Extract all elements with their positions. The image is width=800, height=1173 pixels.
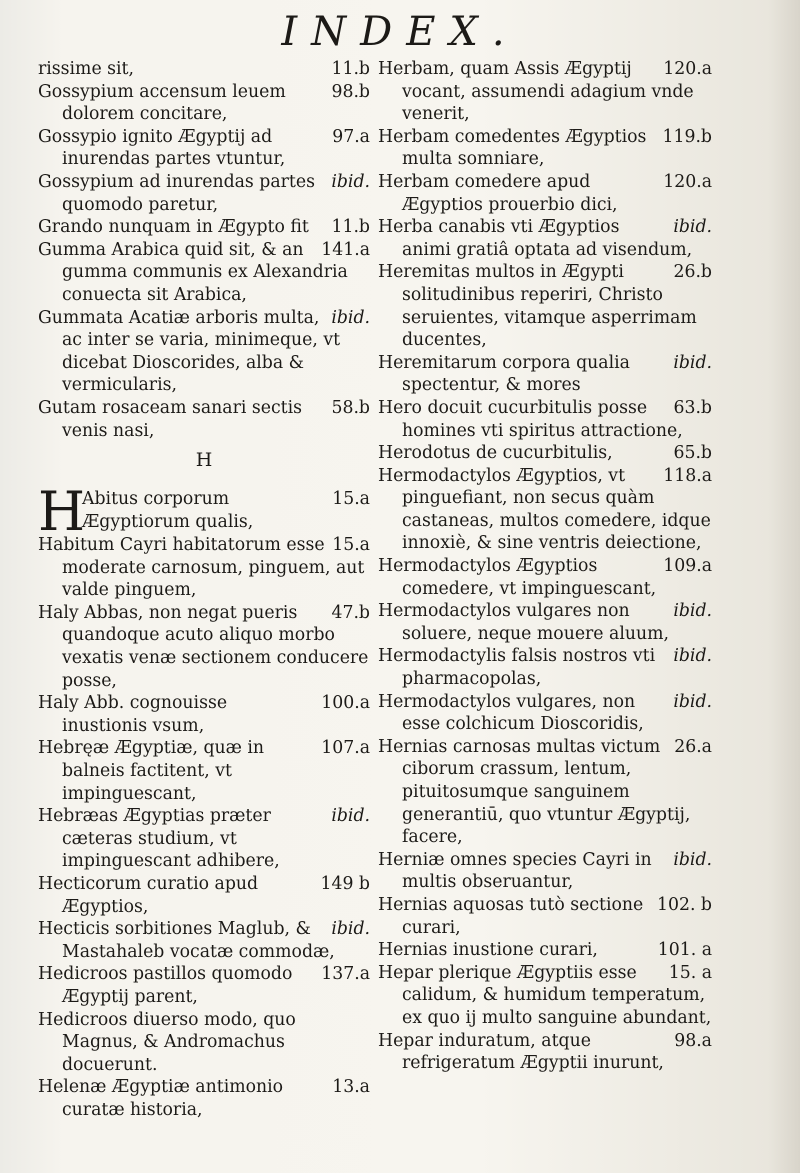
entry-text: Herba canabis vti Ægyptios animi gratiâ optata ad visendum, [378,217,693,260]
index-entry [38,918,370,963]
page-ref: ibid. [331,171,370,192]
index-entry [38,1076,370,1121]
index-entry [378,261,712,351]
page-ref: 26.a [674,736,712,757]
page-ref: ibid. [331,806,370,827]
page-ref: 97.a [332,126,370,147]
entry-text: Herbam comedentes Ægyptios multa somniare, [378,126,647,170]
entry-text: Hernias carnosas multas victum ciborum crassum, lentum, pituitosumque sanguinem generantiū, quo vtuntur Ægyptij, facere, [378,736,691,848]
index-entry [38,216,370,239]
entry-text: Abitus corporum Ægyptiorum qualis, [82,489,254,532]
page-ref: ibid. [331,919,370,940]
entry-text: Hermodactylis falsis nostros vti pharmacopolas, [378,646,656,690]
entry-text: Gutam rosaceam sanari sectis venis nasi, [38,397,302,441]
index-entry [38,805,370,873]
index-entry [38,58,370,81]
page-ref: ibid. [673,849,712,870]
page-header: INDEX. [281,9,519,55]
page-ref: ibid. [673,352,712,373]
index-entry [38,737,370,805]
index-entry [378,962,712,1030]
index-entry [38,397,370,442]
page-ref: ibid. [331,307,370,328]
page-ref: 118.a [663,465,712,486]
page-ref: 119.b [662,126,712,147]
page-ref: ibid. [673,601,712,622]
page-ref: 149 b [320,874,370,894]
page-ref: 102. b [656,894,712,915]
entry-text: Hermodactylos Ægyptios comedere, vt impinguescant, [378,556,657,599]
entry-text: Hedicroos pastillos quomodo Ægyptij parent, [38,964,293,1007]
entry-text: Hermodactylos vulgares, non esse colchicum Dioscoridis, [378,691,644,735]
index-entry [378,691,712,736]
entry-text: Hecticis sorbitiones Maglub, & Mastahaleb vocatæ commodæ, [38,919,335,962]
entry-text: Herniæ omnes species Cayri in multis obseruantur, [378,849,652,893]
page-ref: 65.b [673,443,712,464]
page-ref: 141.a [321,239,370,260]
index-entry [38,81,370,126]
section-letter: H [195,449,213,472]
page-ref: 109.a [663,556,712,577]
entry-text: Gumma Arabica quid sit, & an gumma communis ex Alexandria conuecta sit Arabica, [38,239,348,305]
entry-text: Hepar plerique Ægyptiis esse calidum, & humidum temperatum, ex quo ij multo sanguine abundant, [378,962,712,1028]
index-entry [38,963,370,1008]
entry-text: Hedicroos diuerso modo, quo Magnus, & Andromachus docuerunt. [38,1009,296,1075]
page-ref: 26.b [673,262,712,283]
index-entry [38,602,370,692]
entry-text: Hebręæ Ægyptiæ, quæ in balneis factitent, vt impinguescant, [38,738,265,804]
entry-text: Gossypium accensum leuem dolorem concitare, [38,81,286,125]
index-entry [38,692,370,737]
entry-text: Heremitas multos in Ægypti solitudinibus reperiri, Christo seruientes, vitamque asperrimam ducentes, [378,262,697,351]
page-ref: 11.b [331,217,370,238]
page-ref: 120.a [663,59,712,79]
entry-text: Hepar induratum, atque refrigeratum Ægyptii inurunt, [378,1030,664,1074]
index-entry [378,555,712,600]
page-ref: 13.a [332,1077,370,1098]
page-ref: 100.a [321,693,370,714]
page-ref: 137.a [321,964,370,985]
page-ref: 47.b [331,602,370,623]
index-entry [378,465,712,555]
page-ref: 58.b [331,397,370,418]
right-column [378,58,712,1075]
page-ref: 63.b [673,397,712,418]
left-column [38,58,370,1122]
entry-text: Hernias inustione curari, [378,940,598,961]
page-ref: 15.a [332,489,370,510]
entry-text: Helenæ Ægyptiæ antimonio curatæ historia, [38,1077,284,1120]
entry-text: Habitum Cayri habitatorum esse moderate carnosum, pinguem, aut valde pinguem, [38,535,365,601]
index-entry [38,239,370,307]
entry-text: Herodotus de cucurbitulis, [378,443,613,464]
index-entry [38,307,370,397]
index-entry [378,442,712,465]
entry-text: Haly Abb. cognouisse inustionis vsum, [38,693,228,736]
index-entry [378,58,712,126]
index-entry [378,849,712,894]
index-entry [38,534,370,602]
entry-text: rissime sit, [38,59,134,79]
entry-text: Gossypio ignito Ægyptij ad inurendas partes vtuntur, [38,126,286,170]
entry-text: Hermodactylos vulgares non soluere, neque mouere aluum, [378,601,669,644]
entry-text: Hernias aquosas tutò sectione curari, [378,894,644,938]
index-entry [378,397,712,442]
page-ref: 15. a [668,962,712,983]
page-ref: 15.a [332,535,370,556]
entry-text: Hecticorum curatio apud Ægyptios, [38,874,259,917]
page-ref: 98.b [331,81,370,102]
page-ref: 107.a [321,738,370,759]
page-ref: 11.b [331,59,370,79]
page-ref: 120.a [663,171,712,192]
entry-text: Hero docuit cucurbitulis posse homines vti spiritus attractione, [378,397,683,441]
index-entry [378,645,712,690]
index-entry [38,126,370,171]
entry-text: Grando nunquam in Ægypto fit [38,217,309,238]
index-entry [378,352,712,397]
index-entry [378,736,712,849]
index-entry [38,1009,370,1077]
index-entry [378,939,712,962]
entry-text: Hermodactylos Ægyptios, vt pinguefiant, non secus quàm castaneas, multos comedere, idque innoxiè, & sine ventris deiectione, [378,465,711,554]
entry-text: Hebræas Ægyptias præter cæteras studium, vt impinguescant adhibere, [38,806,280,872]
index-entry [378,1030,712,1075]
index-entry [378,171,712,216]
index-entry [378,126,712,171]
entry-text: Heremitarum corpora qualia spectentur, & mores [378,352,630,396]
index-entry [38,873,370,918]
page-ref: 101. a [657,940,712,961]
page-ref: ibid. [673,217,712,238]
index-entry [38,171,370,216]
index-entry [378,894,712,939]
entry-text: Herbam comedere apud Ægyptios prouerbio dici, [378,171,618,215]
index-entry [378,216,712,261]
drop-cap: H [38,480,86,544]
entry-text: Haly Abbas, non negat pueris quandoque acuto aliquo morbo vexatis venæ sectionem conducere posse, [38,602,369,691]
entry-text: Gummata Acatiæ arboris multa, ac inter se varia, minimeque, vt dicebat Dioscorides, alba & vermicularis, [38,307,341,396]
page-ref: 98.a [674,1030,712,1051]
entry-text: Herbam, quam Assis Ægyptij vocant, assumendi adagium vnde venerit, [378,59,694,125]
page-ref: ibid. [673,691,712,712]
entry-text: Gossypium ad inurendas partes quomodo paretur, [38,171,315,215]
index-entry [378,600,712,645]
index-entry [38,480,370,544]
page-ref: ibid. [673,646,712,667]
